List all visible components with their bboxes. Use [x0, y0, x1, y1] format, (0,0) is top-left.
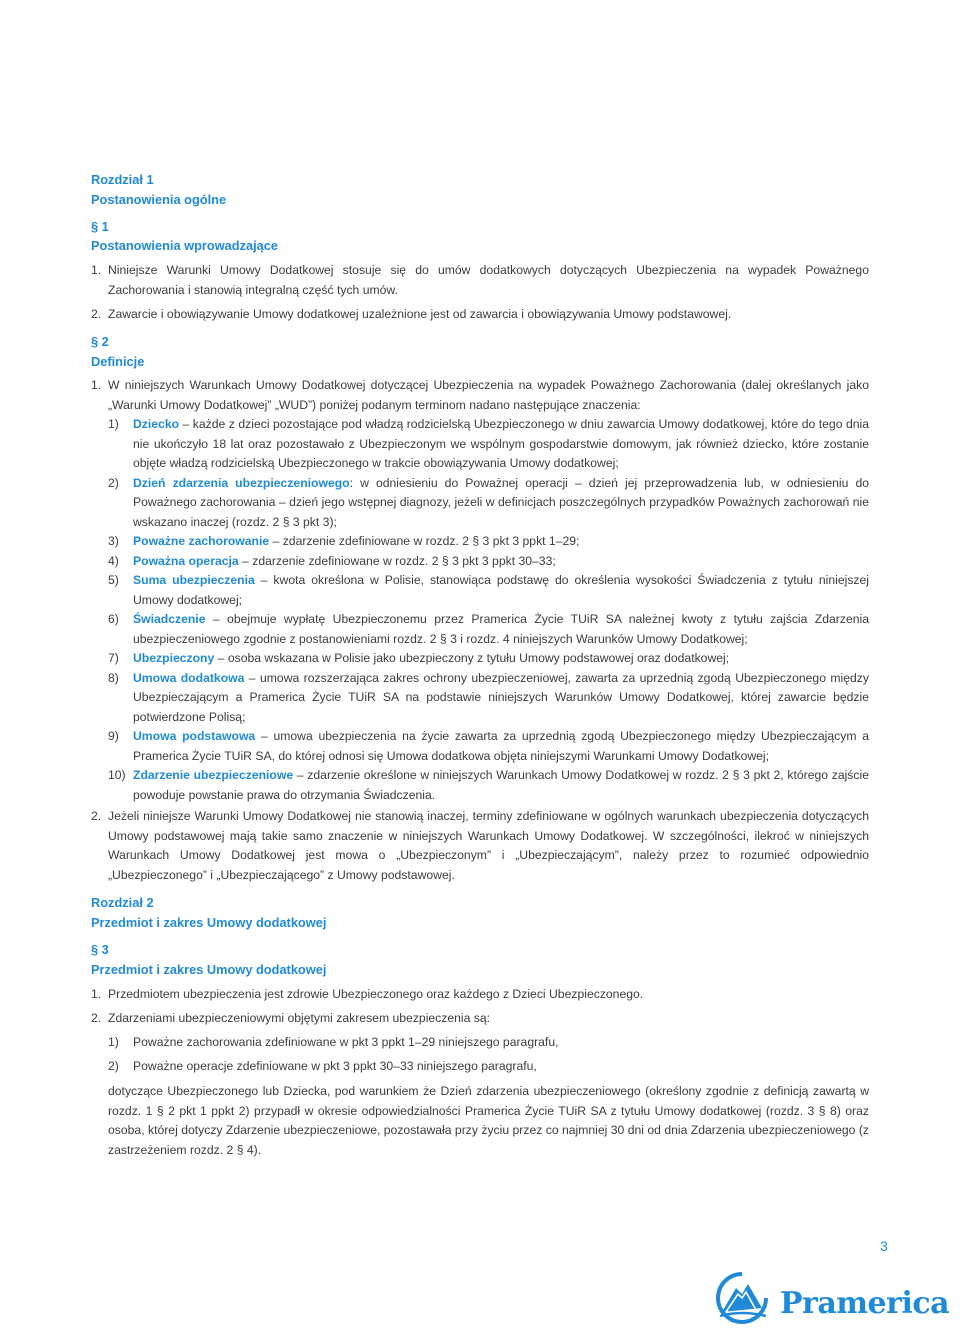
definition-number: 3)	[108, 534, 119, 548]
paragraph-line: Zachorowania i stanowią integralną część tych umów.	[108, 282, 398, 297]
definition-term: Umowa podstawowa	[133, 729, 256, 743]
paragraph-text: Przedmiotem ubezpieczenia jest zdrowie Ubezpieczonego oraz każdego z Dzieci Ubezpieczonego.	[108, 987, 644, 1001]
definition-term: Umowa dodatkowa	[133, 670, 245, 685]
definition-item	[108, 727, 869, 766]
paragraph-line: Niniejsze Warunki Umowy Dodatkowej stosuje się do umów dodatkowych dotyczących Ubezpieczenia na wypadek Poważnego	[108, 263, 869, 277]
section-3-paragraph-2	[91, 1009, 490, 1029]
definition-item	[108, 766, 869, 805]
definition-number: 7)	[108, 651, 119, 665]
section-1-paragraph-2	[91, 305, 731, 325]
chapter-1-title: Rozdział 1	[91, 172, 154, 187]
definition-text: – kwota określona w Polisie, stanowiąca podstawę do określenia wysokości Świadczenia z tytułu niniejszej Umowy dodatkowej;	[133, 573, 869, 607]
definition-text: – umowa ubezpieczenia na życie zawarta za uprzednią zgodą Ubezpieczonego między Ubezpieczającym a Pramerica Życie TUiR SA, do której odnosi się Umowa dodatkowa objęta niniejszymi Warunkami Umowy Dodatkowej;	[133, 729, 870, 763]
section-3-closing: dotyczące Ubezpieczonego lub Dziecka, pod warunkiem że Dzień zdarzenia ubezpieczeniowego (określony zgodnie z definicją zawartą w rozdz. 1 § 2 pkt 1 ppkt 2) przypadł w okresie odpowiedzialności Pramerica Życie TUiR SA z tytułu Umowy dodatkowej (rozdz. 3 § 8) oraz osoba, której dotyczy Zdarzenie ubezpieczeniowe, pozostawała przy życiu przez co najmniej 30 dni od dnia Zdarzenia ubezpieczeniowego (z zastrzeżeniem rozdz. 2 § 4).	[108, 1084, 869, 1157]
definition-item	[108, 669, 869, 728]
definition-text: – zdarzenie zdefiniowane w rozdz. 2 § 3 pkt 3 ppkt 30–33;	[238, 553, 556, 568]
section-1-paragraph-1	[91, 261, 869, 300]
definition-term: Poważna operacja	[133, 553, 239, 568]
definition-text: – każde z dzieci pozostające pod władzą rodzicielską Ubezpieczonego w dniu zawarcia Umowy dodatkowej, które do tego dnia nie ukończyło 18 lat oraz pozostawało z Ubezpieczonym we wspólnym gospodarstwie domowym, jak również dziecko, które zostanie objęte władzą rodzicielską Ubezpieczonego w trakcie obowiązywania Umowy dodatkowej;	[133, 417, 869, 470]
definition-item	[108, 552, 869, 572]
paragraph-number: 2.	[91, 1011, 102, 1025]
paragraph-number: 2.	[91, 307, 102, 321]
section-2-number: § 2	[91, 334, 109, 349]
paragraph-number: 1.	[91, 378, 102, 392]
definition-term: Dzień zdarzenia ubezpieczeniowego	[133, 475, 350, 490]
item-number: 2)	[108, 1059, 119, 1073]
section-2-paragraph-2	[91, 807, 869, 885]
definitions-list	[108, 415, 869, 805]
chapter-2-title: Rozdział 2	[91, 895, 154, 910]
section-3-title: Przedmiot i zakres Umowy dodatkowej	[91, 962, 327, 977]
definition-item	[108, 610, 869, 649]
definition-number: 5)	[108, 573, 119, 587]
definition-term: Poważne zachorowanie	[133, 534, 270, 548]
rock-of-gibraltar-logo-icon	[712, 1272, 772, 1324]
definition-term: Świadczenie	[133, 612, 206, 626]
section-2-paragraph-1	[91, 376, 869, 415]
item-text: Poważne operacje zdefiniowane w pkt 3 ppkt 30–33 niniejszego paragrafu,	[133, 1059, 537, 1073]
definition-item	[108, 474, 869, 533]
paragraph-text: Zawarcie i obowiązywanie Umowy dodatkowej uzależnione jest od zawarcia i obowiązywania Umowy podstawowej.	[108, 307, 732, 321]
definition-text: – umowa rozszerzająca zakres ochrony ubezpieczeniowej, zawarta za uprzednią zgodą Ubezpieczonego między Ubezpieczającym a Pramerica Życie TUiR SA na podstawie niniejszych Warunków Umowy Dodatkowej, której zawarcie będzie potwierdzone Polisą;	[133, 670, 869, 724]
definition-text: – obejmuje wypłatę Ubezpieczonemu przez Pramerica Życie TUiR SA należnej kwoty z tytułu zajścia Zdarzenia ubezpieczeniowego zgodnie z postanowieniami rozdz. 2 § 3 i rozdz. 4 niniejszych Warunków Umowy Dodatkowej;	[133, 612, 869, 646]
definition-text: – zdarzenie określone w niniejszych Warunkach Umowy Dodatkowej w rozdz. 2 § 3 pkt 2, którego zajście powoduje powstanie prawa do otrzymania Świadczenia.	[133, 768, 869, 802]
definition-term: Dziecko	[133, 417, 180, 431]
definition-number: 6)	[108, 612, 119, 626]
chapter-2-subtitle: Przedmiot i zakres Umowy dodatkowej	[91, 915, 327, 930]
paragraph-line: „Warunki Umowy Dodatkowej” „WUD”) poniżej podanym terminom nadano następujące znaczenia:	[108, 397, 641, 412]
paragraph-number: 2.	[91, 809, 102, 823]
definition-number: 10)	[108, 768, 126, 782]
paragraph-number: 1.	[91, 263, 102, 277]
definition-term: Ubezpieczony	[133, 651, 215, 665]
definition-item	[108, 649, 869, 669]
definition-number: 1)	[108, 417, 119, 431]
paragraph-line: W niniejszych Warunkach Umowy Dodatkowej dotyczącej Ubezpieczenia na wypadek Poważnego Zachorowania (dalej określanych jako	[108, 378, 869, 392]
definition-number: 2)	[108, 475, 119, 490]
pramerica-logo	[712, 1272, 950, 1324]
definition-item	[108, 571, 869, 610]
scope-item	[108, 1057, 537, 1077]
definition-item	[108, 532, 869, 552]
item-text: Poważne zachorowania zdefiniowane w pkt 3 ppkt 1–29 niniejszego paragrafu,	[133, 1035, 559, 1049]
chapter-1-subtitle: Postanowienia ogólne	[91, 192, 227, 207]
definition-text: : w odniesieniu do Poważnej operacji – dzień jej przeprowadzenia lub, w odniesieniu do Poważnego zachorowania – dzień jego wstępnej diagnozy, jeżeli w definicjach poszczególnych przypadków Poważnych zachorowań nie wskazano inaczej (rozdz. 2 § 3 pkt 3);	[133, 475, 869, 529]
section-1-title: Postanowienia wprowadzające	[91, 238, 279, 253]
definition-number: 4)	[108, 553, 119, 568]
definition-item	[108, 415, 869, 474]
section-3-number: § 3	[91, 942, 109, 957]
logo-text: Pramerica	[780, 1286, 950, 1321]
paragraph-text: Jeżeli niniejsze Warunki Umowy Dodatkowej nie stanowią inaczej, terminy zdefiniowane w ogólnych warunkach ubezpieczenia dotyczących Umowy podstawowej mają takie samo znaczenie w niniejszych Warunkach Umowy Dodatkowej. W szczególności, ilekroć w niniejszych Warunkach Umowy Dodatkowej jest mowa o „Ubezpieczonym” i „Ubezpieczającym”, należy przez to rozumieć odpowiednio „Ubezpieczonego” i „Ubezpieczającego” z Umowy podstawowej.	[108, 809, 869, 882]
item-number: 1)	[108, 1035, 119, 1049]
section-3-paragraph-1	[91, 985, 643, 1005]
paragraph-text: Zdarzeniami ubezpieczeniowymi objętymi zakresem ubezpieczenia są:	[108, 1011, 491, 1025]
definition-text: – osoba wskazana w Polisie jako ubezpieczony z tytułu Umowy podstawowej oraz dodatkowej;	[214, 651, 730, 665]
page-number: 3	[880, 1238, 888, 1254]
definition-number: 8)	[108, 670, 119, 685]
paragraph-number: 1.	[91, 987, 102, 1001]
definition-term: Suma ubezpieczenia	[133, 573, 255, 587]
definition-text: – zdarzenie zdefiniowane w rozdz. 2 § 3 pkt 3 ppkt 1–29;	[269, 534, 580, 548]
definition-term: Zdarzenie ubezpieczeniowe	[133, 768, 294, 782]
scope-item	[108, 1033, 558, 1053]
definition-number: 9)	[108, 729, 119, 743]
section-2-title: Definicje	[91, 354, 145, 369]
section-1-number: § 1	[91, 219, 109, 234]
